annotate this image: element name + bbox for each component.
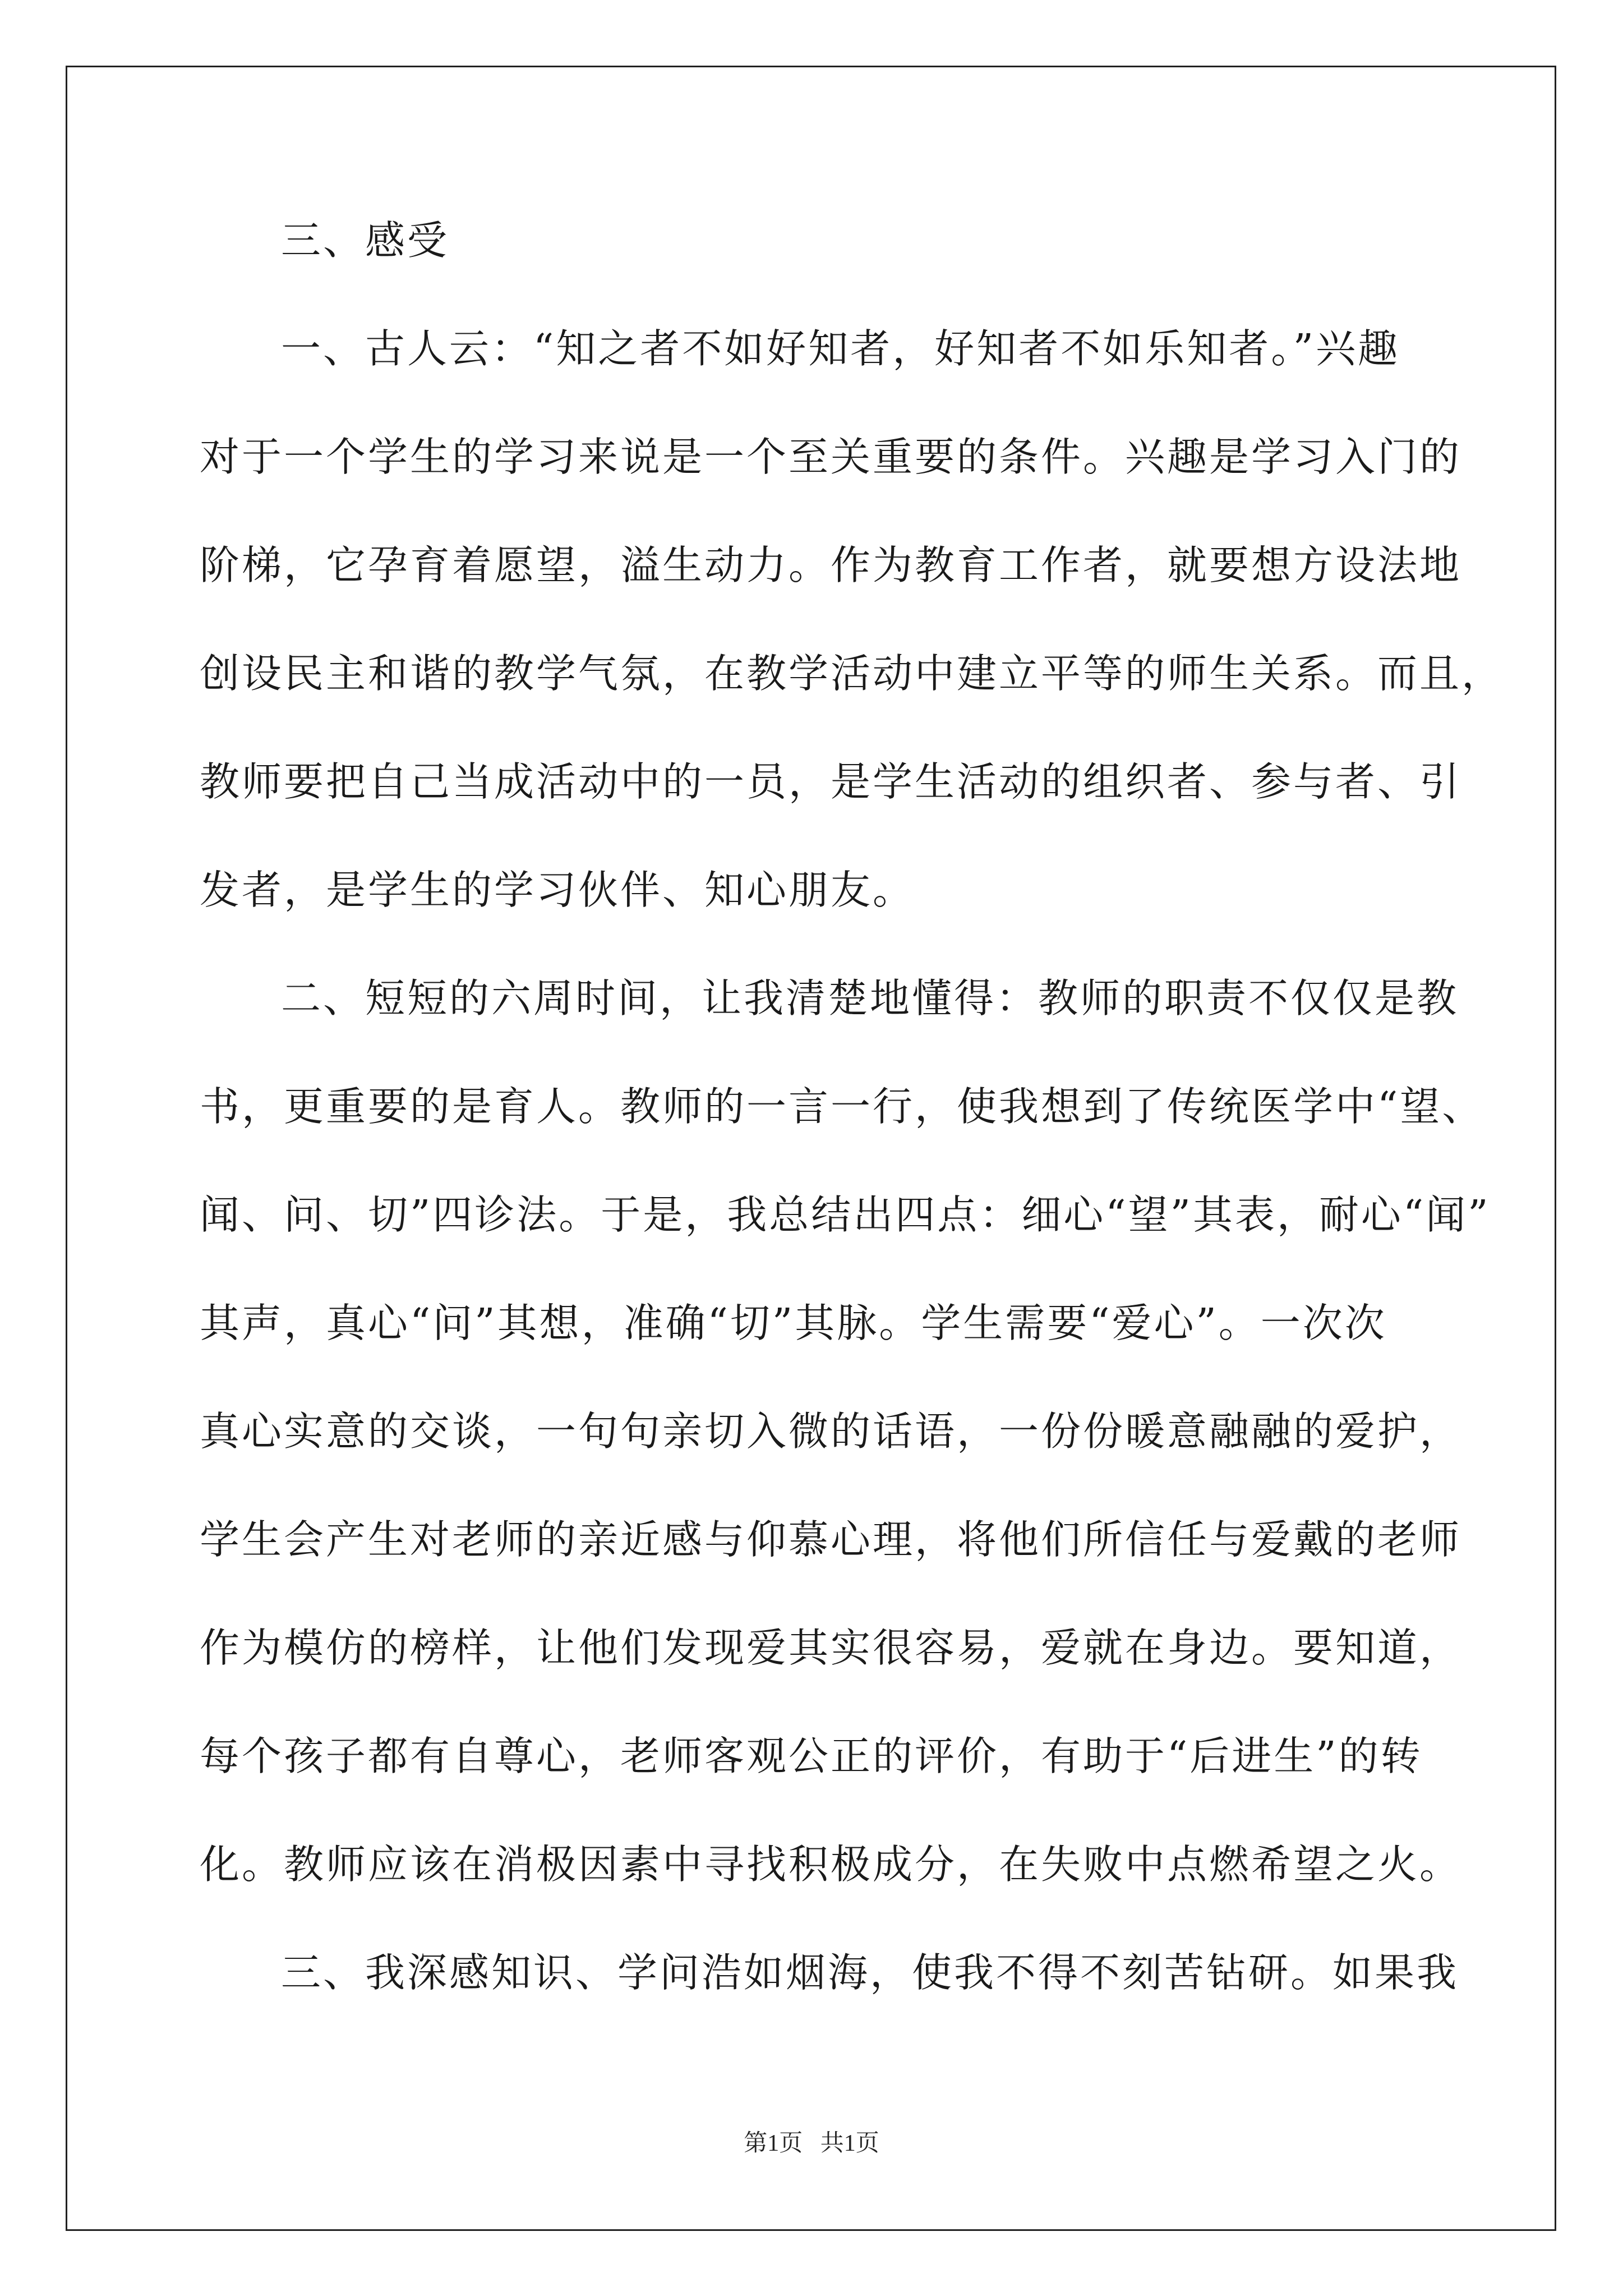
paragraph-line: 三、我深感知识、学问浩如烟海，使我不得不刻苦钻研。如果我 xyxy=(281,1949,1459,1996)
paragraph-line: 阶梯，它孕育着愿望，溢生动力。作为教育工作者，就要想方设法地 xyxy=(200,542,1462,588)
paragraph-line: 其声，真心“问”其想，准确“切”其脉。学生需要“爱心”。一次次 xyxy=(200,1300,1387,1346)
paragraph-line: 创设民主和谐的教学气氛，在教学活动中建立平等的师生关系。而且， xyxy=(200,650,1504,697)
paragraph-line: 对于一个学生的学习来说是一个至关重要的条件。兴趣是学习入门的 xyxy=(200,434,1462,480)
paragraph-line: 真心实意的交谈，一句句亲切入微的话语，一份份暖意融融的爱护， xyxy=(200,1408,1462,1455)
paragraph-line: 闻、问、切”四诊法。于是，我总结出四点：细心“望”其表，耐心“闻” xyxy=(200,1191,1491,1238)
page-number: 第1页 共1页 xyxy=(744,2131,879,2156)
paragraph-line: 化。教师应该在消极因素中寻找积极成分，在失败中点燃希望之火。 xyxy=(200,1841,1462,1888)
section-heading: 三、感受 xyxy=(281,217,450,264)
page-border xyxy=(66,66,1556,2231)
paragraph-line: 每个孩子都有自尊心，老师客观公正的评价，有助于“后进生”的转 xyxy=(200,1733,1423,1779)
paragraph-line: 二、短短的六周时间，让我清楚地懂得：教师的职责不仅仅是教 xyxy=(281,975,1459,1022)
paragraph-line: 发者，是学生的学习伙伴、知心朋友。 xyxy=(200,867,915,913)
paragraph-line: 学生会产生对老师的亲近感与仰慕心理，将他们所信任与爱戴的老师 xyxy=(200,1516,1462,1563)
paragraph-line: 书，更重要的是育人。教师的一言一行，使我想到了传统医学中“望、 xyxy=(200,1083,1484,1130)
paragraph-line: 一、古人云：“知之者不如好知者，好知者不如乐知者。”兴趣 xyxy=(281,325,1400,372)
paragraph-line: 作为模仿的榜样，让他们发现爱其实很容易，爱就在身边。要知道， xyxy=(200,1625,1462,1671)
paragraph-line: 教师要把自己当成活动中的一员，是学生活动的组织者、参与者、引 xyxy=(200,758,1462,805)
